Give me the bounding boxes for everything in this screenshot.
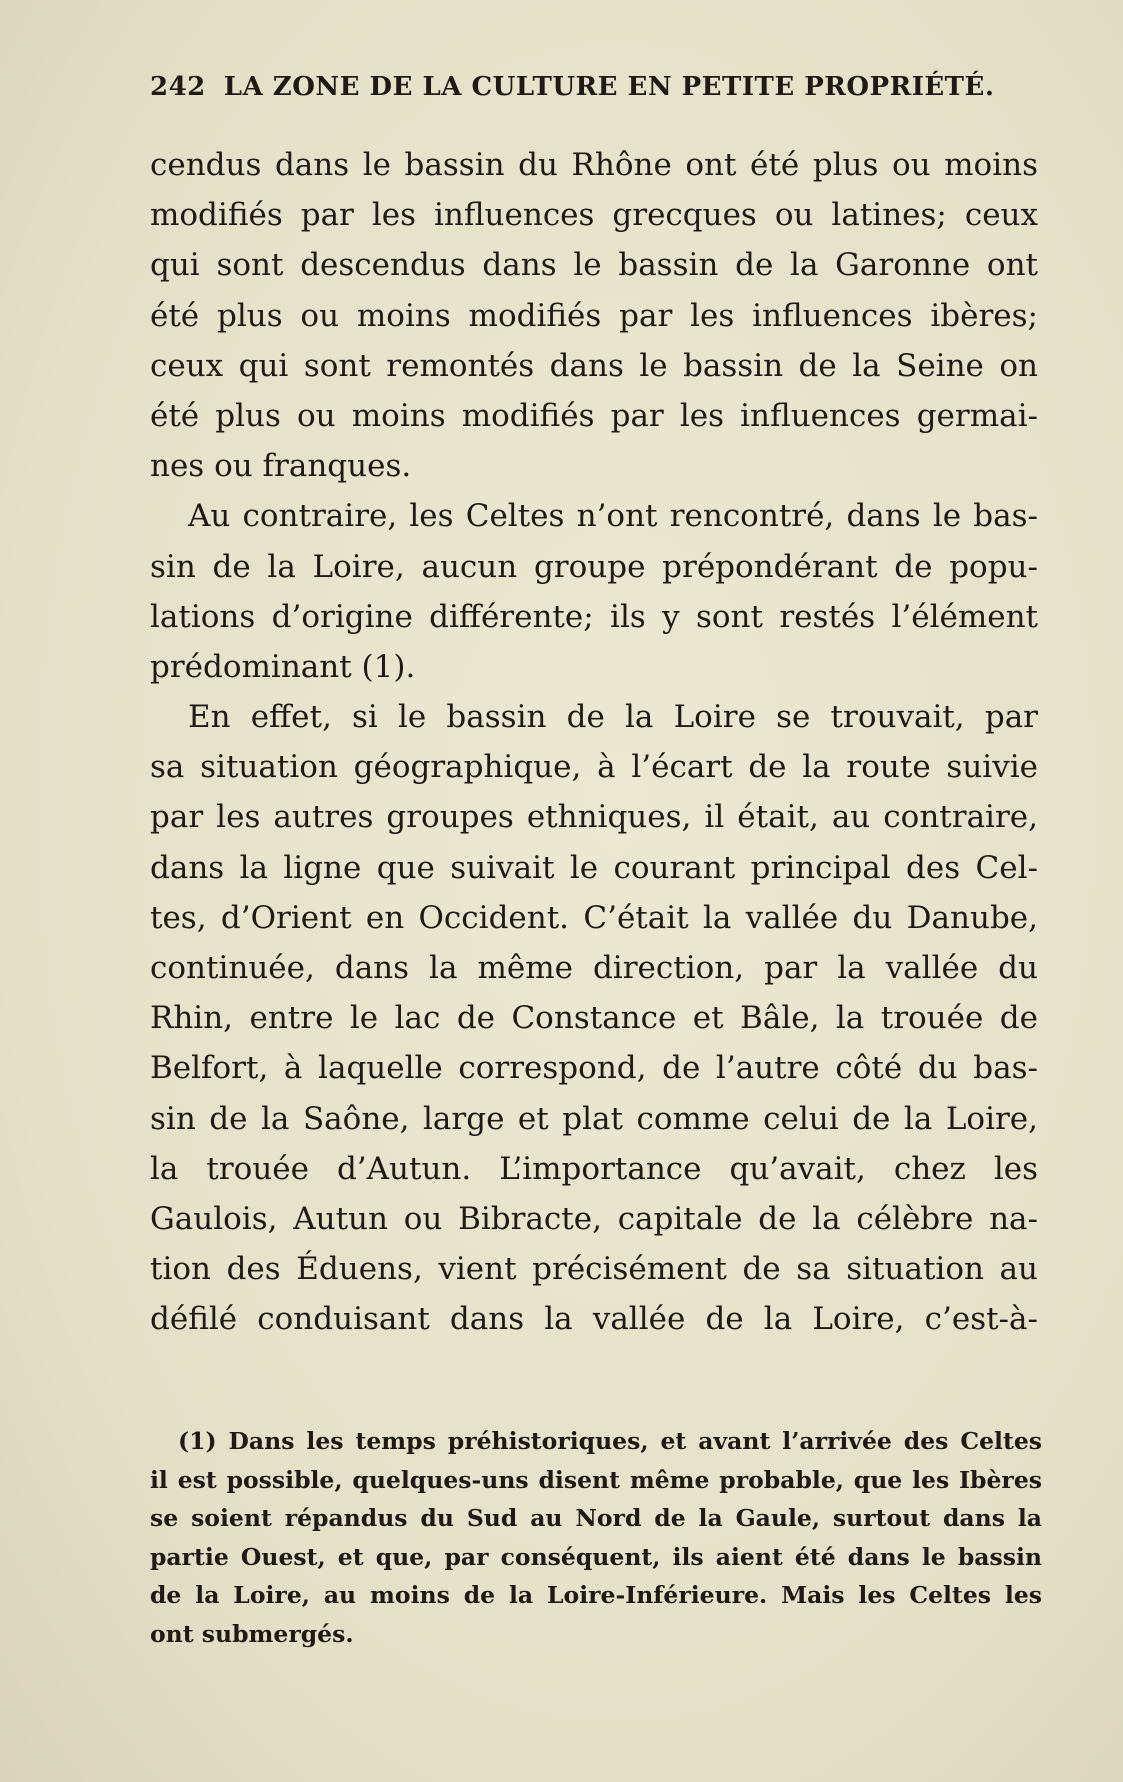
body-line: modifiés par les influences grecques ou latines; ceux — [150, 197, 1038, 234]
body-line: sin de la Saône, large et plat comme celui de la Loire, — [150, 1100, 1038, 1137]
body-line: sa situation géographique, à l’écart de la route suivie — [150, 749, 1038, 786]
footnote — [150, 1422, 1042, 1654]
body-line: En effet, si le bassin de la Loire se trouvait, par — [188, 699, 1038, 736]
body-line: ceux qui sont remontés dans le bassin de la Seine on — [150, 347, 1038, 384]
body-line: été plus ou moins modifiés par les influences germai- — [150, 397, 1038, 434]
body-line: la trouée d’Autun. L’importance qu’avait, chez les — [150, 1150, 1038, 1187]
body-line: prédominant (1). — [150, 648, 416, 685]
body-line: Au contraire, les Celtes n’ont rencontré, dans le bas- — [188, 498, 1038, 535]
footnote-line: partie Ouest, et que, par conséquent, ils aient été dans le bassin — [150, 1542, 1042, 1571]
body-line: cendus dans le bassin du Rhône ont été plus ou moins — [150, 147, 1038, 183]
body-line: Rhin, entre le lac de Constance et Bâle, la trouée de — [150, 1000, 1038, 1037]
body-line: dans la ligne que suivait le courant principal des Cel- — [150, 849, 1038, 886]
footnote-line: il est possible, quelques-uns disent même probable, que les Ibères — [150, 1465, 1042, 1494]
body-line: lations d’origine différente; ils y sont restés l’élément — [150, 598, 1038, 635]
body-line: défilé conduisant dans la vallée de la Loire, c’est-à- — [150, 1301, 1038, 1338]
body-line: sin de la Loire, aucun groupe prépondérant de popu- — [150, 548, 1038, 585]
footnote-line: se soient répandus du Sud au Nord de la Gaule, surtout dans la — [150, 1504, 1042, 1533]
footnote-line: (1) Dans les temps préhistoriques, et avant l’arrivée des Celtes — [178, 1427, 1042, 1455]
body-line: été plus ou moins modifiés par les influences ibères; — [150, 297, 1038, 334]
body-line: Gaulois, Autun ou Bibracte, capitale de la célèbre na- — [150, 1200, 1038, 1237]
running-head — [150, 72, 1005, 102]
footnote-line: de la Loire, au moins de la Loire-Inférieure. Mais les Celtes les — [150, 1581, 1042, 1610]
body-line: par les autres groupes ethniques, il était, au contraire, — [150, 799, 1038, 836]
body-line: tion des Éduens, vient précisément de sa situation au — [150, 1251, 1038, 1288]
body-line: tes, d’Orient en Occident. C’était la vallée du Danube, — [150, 899, 1038, 936]
body-line: qui sont descendus dans le bassin de la Garonne ont — [150, 247, 1038, 284]
body-line: continuée, dans la même direction, par la vallée du — [150, 950, 1038, 986]
body-line: Belfort, à laquelle correspond, de l’autre côté du bas- — [150, 1050, 1038, 1087]
body-text — [150, 140, 1038, 1345]
body-line: nes ou franques. — [150, 448, 412, 485]
running-title: LA ZONE DE LA CULTURE EN PETITE PROPRIÉTÉ. — [223, 72, 995, 102]
page-number: 242 — [150, 72, 206, 102]
footnote-line: ont submergés. — [150, 1619, 354, 1648]
